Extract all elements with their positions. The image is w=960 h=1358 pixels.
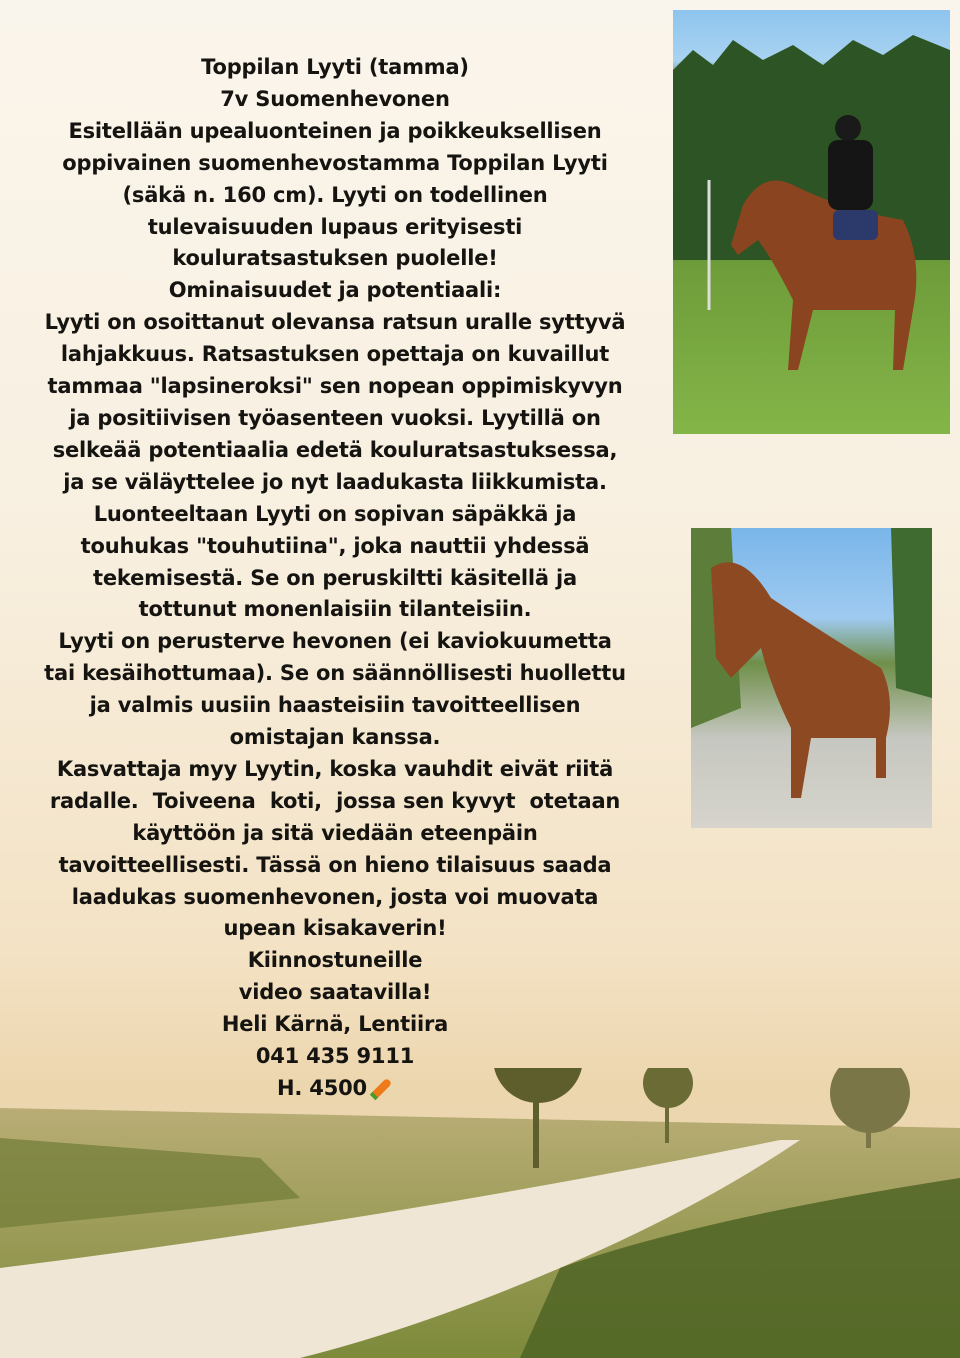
photo-rider-on-horse: [673, 10, 950, 434]
photo-horse-on-road: [691, 528, 932, 828]
ad-line: Kiinnostuneille: [247, 948, 423, 973]
ad-line: käyttöön ja sitä viedään eteenpäin: [132, 820, 538, 845]
ad-line: ja positiivisen työasenteen vuoksi. Lyytillä on: [69, 405, 601, 430]
ad-line: tulevaisuuden lupaus erityisesti: [147, 214, 523, 239]
ad-line: ja valmis uusiin haasteisiin tavoitteellisen: [89, 693, 581, 718]
price-text: H. 4500: [277, 1076, 367, 1100]
ad-line: video saatavilla!: [238, 980, 432, 1005]
ad-line: touhukas "touhutiina", joka nauttii yhdessä: [80, 533, 590, 558]
ad-line: Lyyti on perusterve hevonen (ei kaviokuumetta: [58, 629, 612, 654]
price: [30, 1073, 640, 1105]
ad-line: Kasvattaja myy Lyytin, koska vauhdit eivät riitä: [56, 756, 614, 781]
ad-line: laadukas suomenhevonen, josta voi muovata: [71, 884, 599, 909]
ad-line: Heli Kärnä, Lentiira: [221, 1012, 449, 1037]
ad-line: tavoitteellisesti. Tässä on hieno tilaisuus saada: [58, 852, 612, 877]
ad-line: upean kisakaverin!: [223, 916, 447, 941]
ad-line: 7v Suomenhevonen: [220, 86, 450, 111]
ad-line: kouluratsastuksen puolelle!: [172, 246, 498, 271]
ad-line: (säkä n. 160 cm). Lyyti on todellinen: [122, 182, 548, 207]
ad-line: Esitellään upealuonteinen ja poikkeuksellisen: [68, 118, 602, 143]
ad-line: oppivainen suomenhevostamma Toppilan Lyyti: [62, 150, 608, 175]
ad-line: radalle. Toiveena koti, jossa sen kyvyt otetaan: [49, 788, 621, 813]
ad-line: tammaa "lapsineroksi" sen nopean oppimiskyvyn: [47, 374, 623, 399]
ad-line: Lyyti on osoittanut olevansa ratsun uralle syttyvä: [44, 310, 626, 335]
ad-line: Toppilan Lyyti (tamma): [201, 55, 469, 79]
ad-line: tekemisestä. Se on peruskiltti käsitellä ja: [93, 565, 577, 590]
ad-line: tai kesäihottumaa). Se on säännöllisesti huollettu: [44, 661, 626, 686]
ad-line: selkeää potentiaalia edetä kouluratsastuksessa,: [52, 437, 618, 462]
countryside-landscape: [0, 1068, 960, 1358]
ad-line: omistajan kanssa.: [229, 725, 441, 750]
ad-line: ja se väläyttelee jo nyt laadukasta liikkumista.: [63, 469, 607, 494]
ad-line: tottunut monenlaisiin tilanteisiin.: [138, 597, 532, 622]
ad-line: lahjakkuus. Ratsastuksen opettaja on kuvaillut: [60, 342, 610, 367]
ad-line: Ominaisuudet ja potentiaali:: [168, 278, 502, 303]
ad-text: [30, 52, 640, 1105]
horse-with-rider-illustration: [673, 10, 950, 434]
carrot-icon: [370, 1078, 393, 1101]
ad-line: 041 435 9111: [255, 1044, 415, 1069]
horse-illustration: [691, 528, 932, 828]
ad-line: Luonteeltaan Lyyti on sopivan säpäkkä ja: [93, 501, 577, 526]
